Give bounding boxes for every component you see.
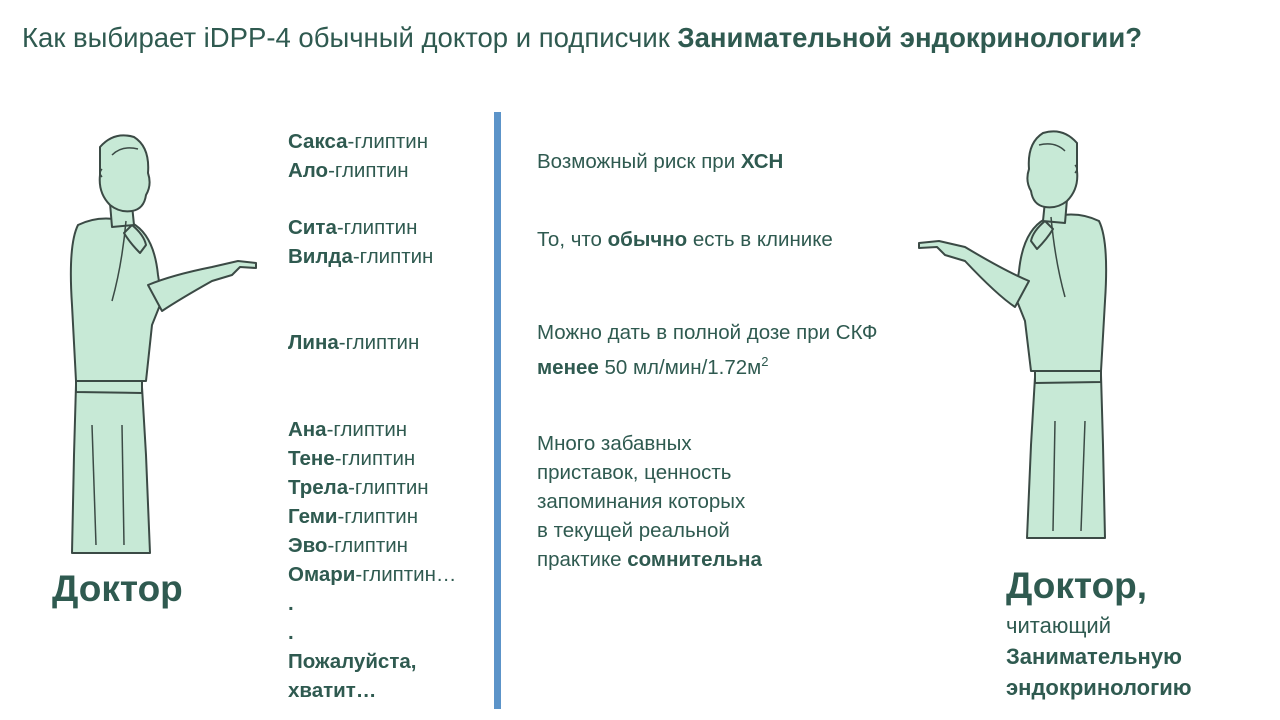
- drug-prefix: Вилда: [288, 245, 353, 268]
- desc-text: То, что: [537, 228, 608, 251]
- right-caption-line2: Занимательную: [1006, 644, 1182, 669]
- desc-line: Много забавных: [537, 432, 692, 455]
- drug-suffix: -глиптин: [352, 245, 434, 268]
- description-4: [537, 429, 762, 574]
- drug-suffix: -глиптин: [347, 130, 429, 153]
- left-caption: Доктор: [52, 568, 183, 609]
- drug-item: [288, 213, 433, 242]
- desc-line: приставок, ценность: [537, 461, 732, 484]
- drug-item: [288, 242, 433, 271]
- drug-group-3: [288, 328, 419, 357]
- ending-line-2: хватит…: [288, 679, 377, 702]
- drug-suffix: -глиптин: [327, 534, 408, 557]
- drug-suffix: -глиптин: [334, 447, 416, 470]
- drug-suffix: -глиптин: [348, 476, 429, 499]
- drug-prefix: Лина: [288, 331, 339, 354]
- desc-text: 50 мл/мин/1.72м: [598, 355, 762, 379]
- drug-prefix: Геми: [288, 505, 338, 528]
- desc-line: Можно дать в полной дозе при СКФ: [537, 321, 878, 344]
- desc-bold: ХСН: [740, 150, 784, 173]
- drug-suffix: -глиптин: [336, 216, 418, 239]
- drug-item: [288, 560, 456, 589]
- drug-prefix: Сита: [288, 216, 337, 239]
- drug-suffix: -глиптин: [326, 418, 408, 441]
- thinking-man-pointing-left-icon: [915, 125, 1115, 540]
- drug-item: [288, 156, 428, 185]
- dot: .: [288, 621, 294, 644]
- desc-line: в текущей реальной: [537, 519, 730, 542]
- drug-group-1: [288, 127, 428, 185]
- drug-prefix: Омари: [288, 563, 356, 586]
- description-3: [537, 318, 877, 382]
- drug-item: [288, 473, 456, 502]
- desc-text: есть в клинике: [687, 228, 833, 251]
- drug-prefix: Тене: [288, 447, 335, 470]
- title-bold: Занимательной эндокринологии?: [677, 22, 1143, 53]
- drug-suffix: -глиптин: [328, 159, 409, 182]
- drug-item: [288, 328, 419, 357]
- desc-line: [537, 347, 877, 382]
- desc-text: практике: [537, 548, 628, 571]
- thinking-man-pointing-right-icon: [62, 125, 262, 555]
- drug-prefix: Ана: [288, 418, 327, 441]
- drug-group-2: [288, 213, 433, 271]
- description-2: [537, 225, 833, 254]
- desc-bold: обычно: [607, 228, 688, 251]
- drug-group-4: [288, 415, 456, 705]
- right-caption-main: Доктор,: [1006, 565, 1148, 606]
- drug-suffix: -глиптин…: [355, 563, 457, 586]
- right-caption-line1: читающий: [1006, 613, 1111, 638]
- drug-prefix: Ало: [288, 159, 329, 182]
- drug-suffix: -глиптин: [337, 505, 419, 528]
- right-caption-sub: [1006, 610, 1192, 703]
- desc-bold: сомнительна: [627, 548, 762, 571]
- drug-item: [288, 444, 456, 473]
- ending-line-1: Пожалуйста,: [288, 650, 417, 673]
- vertical-divider: [494, 112, 501, 709]
- drug-item: [288, 531, 456, 560]
- desc-line: запоминания которых: [537, 490, 746, 513]
- right-caption-line3: эндокринологию: [1006, 675, 1192, 700]
- desc-line: [537, 545, 762, 574]
- drug-prefix: Сакса: [288, 130, 348, 153]
- desc-bold: менее: [537, 355, 599, 379]
- drug-suffix: -глиптин: [338, 331, 420, 354]
- dot: .: [288, 592, 294, 615]
- description-1: [537, 147, 783, 176]
- desc-text: Возможный риск при: [537, 150, 741, 173]
- drug-prefix: Эво: [288, 534, 328, 557]
- title-plain: Как выбирает iDPP-4 обычный доктор и подписчик: [22, 22, 678, 53]
- drug-prefix: Трела: [288, 476, 349, 499]
- page-title: [22, 20, 1272, 56]
- drug-item: [288, 415, 456, 444]
- drug-item: [288, 127, 428, 156]
- drug-item: [288, 502, 456, 531]
- desc-superscript: 2: [761, 354, 769, 369]
